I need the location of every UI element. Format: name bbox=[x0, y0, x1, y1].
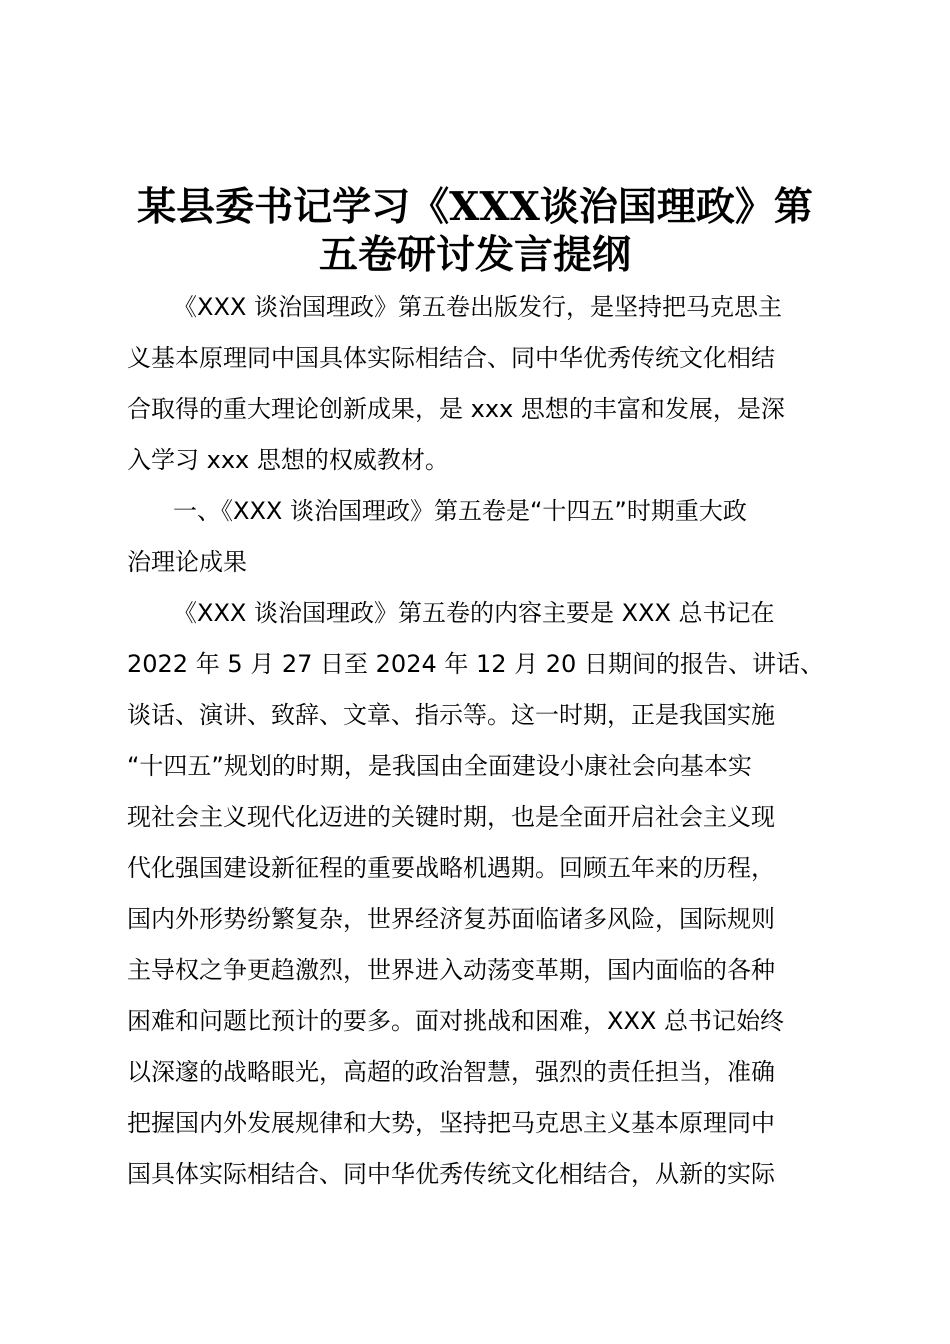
text-line: 国具体实际相结合、同中华优秀传统文化相结合，从新的实际 bbox=[127, 1160, 775, 1188]
document-title bbox=[100, 183, 850, 279]
text-line: 合取得的重大理论创新成果，是 xxx 思想的丰富和发展，是深 bbox=[127, 395, 785, 423]
text-line: 把握国内外发展规律和大势，坚持把马克思主义基本原理同中 bbox=[127, 1109, 775, 1137]
text-line: 国内外形势纷繁复杂，世界经济复苏面临诸多风险，国际规则 bbox=[127, 905, 775, 933]
text-line: 以深邃的战略眼光，高超的政治智慧，强烈的责任担当，准确 bbox=[127, 1058, 775, 1086]
text-line: 代化强国建设新征程的重要战略机遇期。回顾五年来的历程， bbox=[127, 854, 775, 882]
text-line: 《XXX 谈治国理政》第五卷的内容主要是 XXX 总书记在 bbox=[173, 599, 775, 627]
title-line-2: 五卷研讨发言提纲 bbox=[318, 232, 631, 278]
text-line: 义基本原理同中国具体实际相结合、同中华优秀传统文化相结 bbox=[127, 344, 775, 372]
text-line: 2022 年 5 月 27 日至 2024 年 12 月 20 日期间的报告、讲话、 bbox=[127, 650, 824, 678]
paragraph-intro bbox=[127, 282, 833, 486]
section-heading-1 bbox=[127, 486, 833, 588]
title-line-1: 某县委书记学习《XXX谈治国理政》第 bbox=[137, 184, 813, 230]
text-line: 《XXX 谈治国理政》第五卷出版发行，是坚持把马克思主 bbox=[173, 293, 782, 321]
text-line: “十四五”规划的时期，是我国由全面建设小康社会向基本实 bbox=[127, 752, 752, 780]
document-body bbox=[127, 282, 833, 1200]
text-line: 主导权之争更趋激烈，世界进入动荡变革期，国内面临的各种 bbox=[127, 956, 775, 984]
text-line: 入学习 xxx 思想的权威教材。 bbox=[127, 446, 449, 474]
heading-line: 一、《XXX 谈治国理政》第五卷是“十四五”时期重大政 bbox=[173, 497, 747, 525]
text-line: 谈话、演讲、致辞、文章、指示等。这一时期，正是我国实施 bbox=[127, 701, 775, 729]
paragraph-section-1 bbox=[127, 588, 833, 1200]
text-line: 现社会主义现代化迈进的关键时期，也是全面开启社会主义现 bbox=[127, 803, 775, 831]
heading-line: 治理论成果 bbox=[127, 548, 247, 576]
text-line: 困难和问题比预计的要多。面对挑战和困难，XXX 总书记始终 bbox=[127, 1007, 784, 1035]
